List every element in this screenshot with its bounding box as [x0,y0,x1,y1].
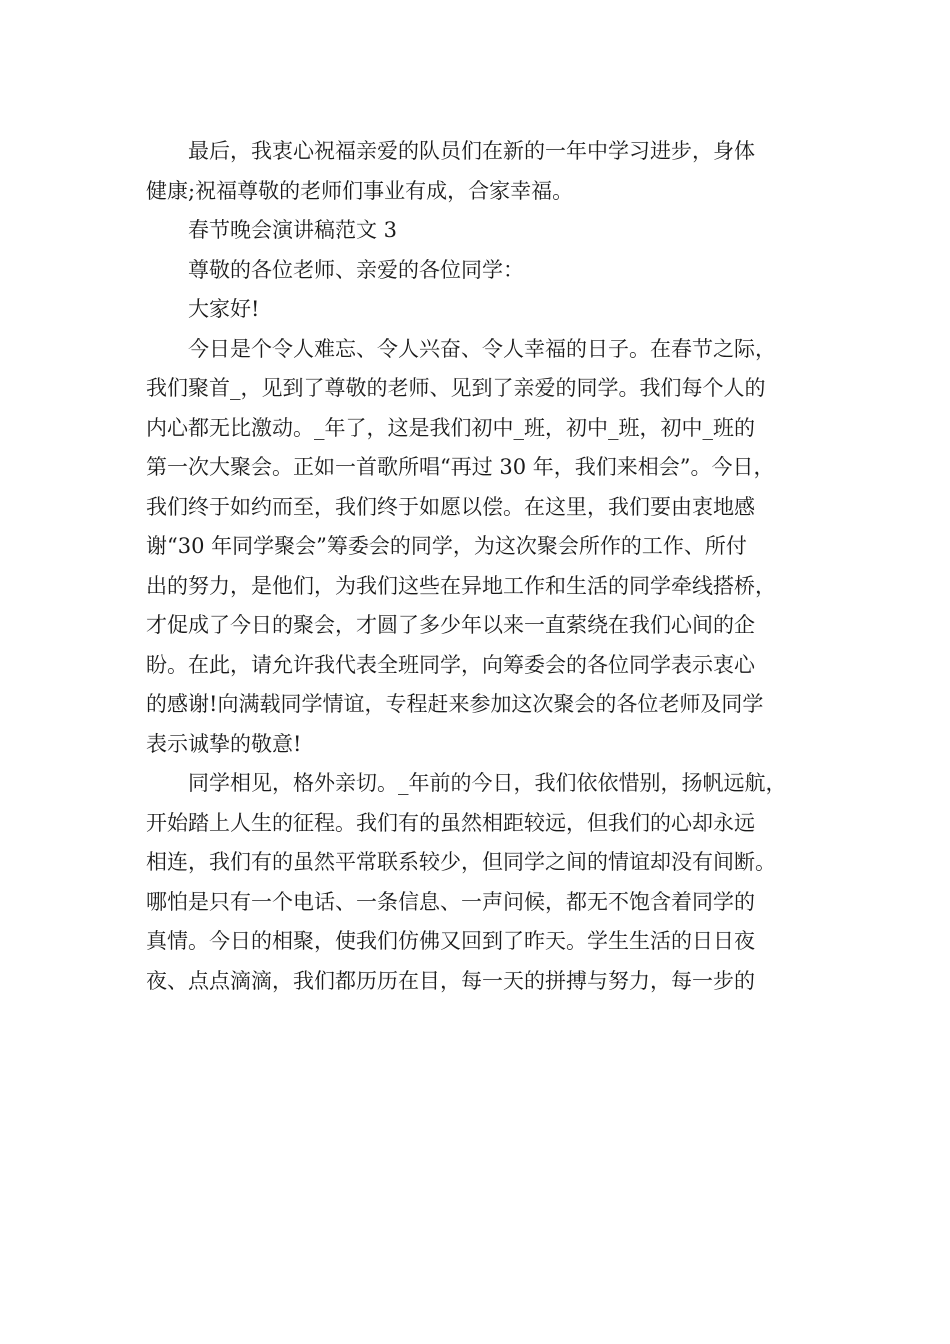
salutation-text: 尊敬的各位老师、亲爱的各位同学： [188,257,524,282]
text-line: 第一次大聚会。正如一首歌所唱“再过 30 年，我们来相会”。今日， [146,455,775,479]
text-line: 表示诚挚的敬意! [146,731,302,756]
text-line: 盼。在此，请允许我代表全班同学，向筹委会的各位同学表示衷心 [146,652,755,677]
text-line: 的感谢!向满载同学情谊，专程赶来参加这次聚会的各位老师及同学 [146,692,764,716]
text-line: 夜、点点滴滴，我们都历历在目，每一天的拼搏与努力，每一步的 [146,968,755,993]
section-heading [146,211,826,251]
document-body [146,132,826,1001]
text-line: 我们终于如约而至，我们终于如愿以偿。在这里，我们要由衷地感 [146,494,755,519]
text-line: 相连，我们有的虽然平常联系较少，但同学之间的情谊却没有间断。 [146,850,776,874]
text-line: 真情。今日的相聚，使我们仿佛又回到了昨天。学生生活的日日夜 [146,929,755,953]
text-line: 出的努力，是他们，为我们这些在异地工作和生活的同学牵线搭桥， [146,573,776,598]
text-line: 今日是个令人难忘、令人兴奋、令人幸福的日子。在春节之际， [188,336,776,361]
paragraph-reunion [146,330,826,765]
paragraph-memories [146,764,826,1001]
heading-text: 春节晚会演讲稿范文 3 [188,218,398,242]
text-line: 哪怕是只有一个电话、一条信息、一声问候，都无不饱含着同学的 [146,889,755,914]
text-line: 健康;祝福尊敬的老师们事业有成，合家幸福。 [146,178,574,203]
greeting [146,290,826,330]
paragraph-closing-wishes [146,132,826,211]
text-line: 最后，我衷心祝福亲爱的队员们在新的一年中学习进步，身体 [188,139,755,163]
salutation [146,251,826,291]
greeting-text: 大家好! [188,297,260,321]
text-line: 才促成了今日的聚会，才圆了多少年以来一直萦绕在我们心间的企 [146,613,755,637]
text-line: 内心都无比激动。_年了，这是我们初中_班，初中_班，初中_班的 [146,415,755,440]
text-line: 我们聚首_，见到了尊敬的老师、见到了亲爱的同学。我们每个人的 [146,376,766,400]
text-line: 开始踏上人生的征程。我们有的虽然相距较远，但我们的心却永远 [146,810,755,835]
text-line: 同学相见，格外亲切。_年前的今日，我们依依惜别，扬帆远航， [188,771,787,795]
text-line: 谢“30 年同学聚会”筹委会的同学，为这次聚会所作的工作、所付 [146,534,747,558]
